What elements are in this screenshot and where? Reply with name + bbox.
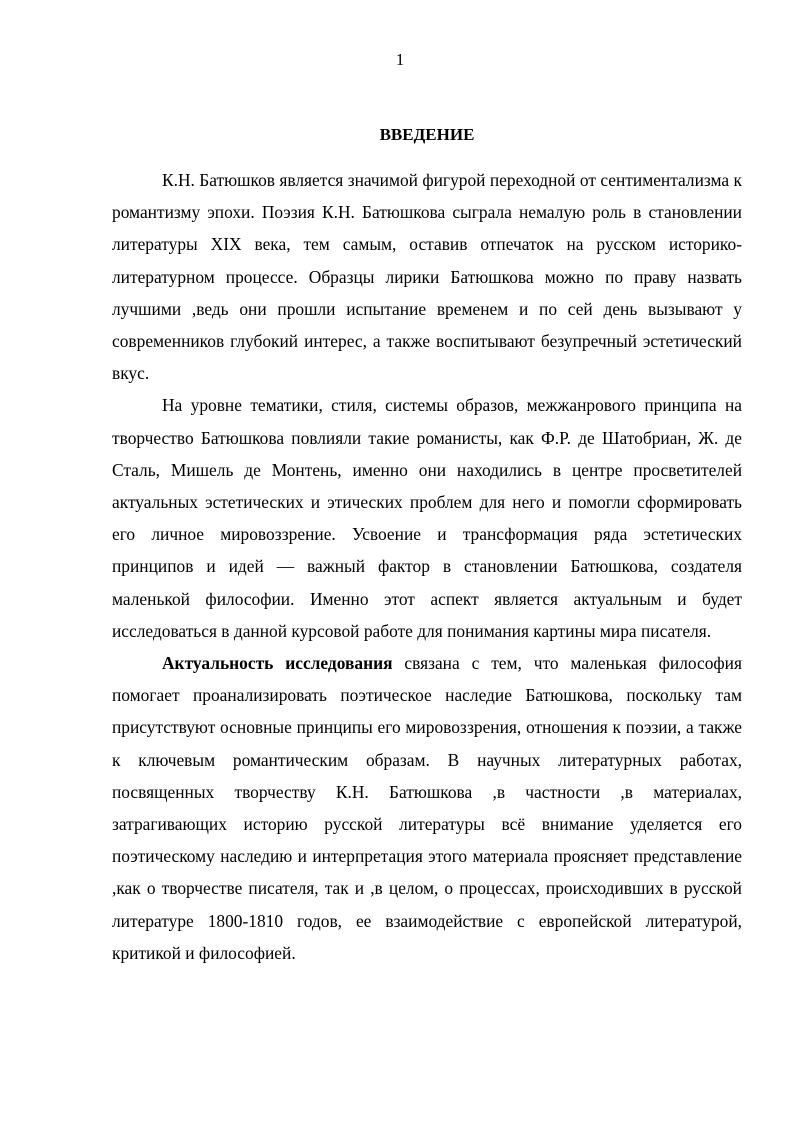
paragraph-lead: Актуальность исследования: [162, 653, 393, 674]
paragraph-2: [112, 389, 742, 647]
page-number: 1: [395, 50, 405, 69]
body-text: [112, 164, 742, 969]
paragraph-text: К.Н. Батюшков является значимой фигурой переходной от сентиментализма к романтизму эпохи. Поэзия К.Н. Батюшкова сыграла немалую роль в становлении литературы XIX века, тем самым, оставив отпечаток на русском историко-литературном процессе. Образцы лирики Батюшкова можно по праву назвать лучшими ,ведь они прошли испытание временем и по сей день вызывают у современников глубокий интерес, а также воспитывают безупречный эстетический вкус.: [112, 170, 742, 384]
paragraph-3: [112, 647, 742, 969]
paragraph-text: На уровне тематики, стиля, системы образов, межжанрового принципа на творчество Батюшкова повлияли такие романисты, как Ф.Р. де Шатобриан, Ж. де Сталь, Мишель де Монтень, именно они находились в центре просветителей актуальных эстетических и этических проблем для него и помогли сформировать его личное мировоззрение. Усвоение и трансформация ряда эстетических принципов и идей — важный фактор в становлении Батюшкова, создателя маленькой философии. Именно этот аспект является актуальным и будет исследоваться в данной курсовой работе для понимания картины мира писателя.: [112, 395, 742, 641]
paragraph-text: связана с тем, что маленькая философия помогает проанализировать поэтическое наследие Батюшкова, поскольку там присутствуют основные принципы его мировоззрения, отношения к поэзии, а также к ключевым романтическим образам. В научных литературных работах, посвященных творчеству К.Н. Батюшкова ,в частности ,в материалах, затрагивающих историю русской литературы всё внимание уделяется его поэтическому наследию и интерпретация этого материала проясняет представление ,как о творчестве писателя, так и ,в целом, о процессах, происходивших в русской литературе 1800-1810 годов, ее взаимодействие с европейской литературой, критикой и философией.: [112, 653, 742, 963]
section-heading: ВВЕДЕНИЕ: [379, 125, 475, 144]
paragraph-1: [112, 164, 742, 389]
